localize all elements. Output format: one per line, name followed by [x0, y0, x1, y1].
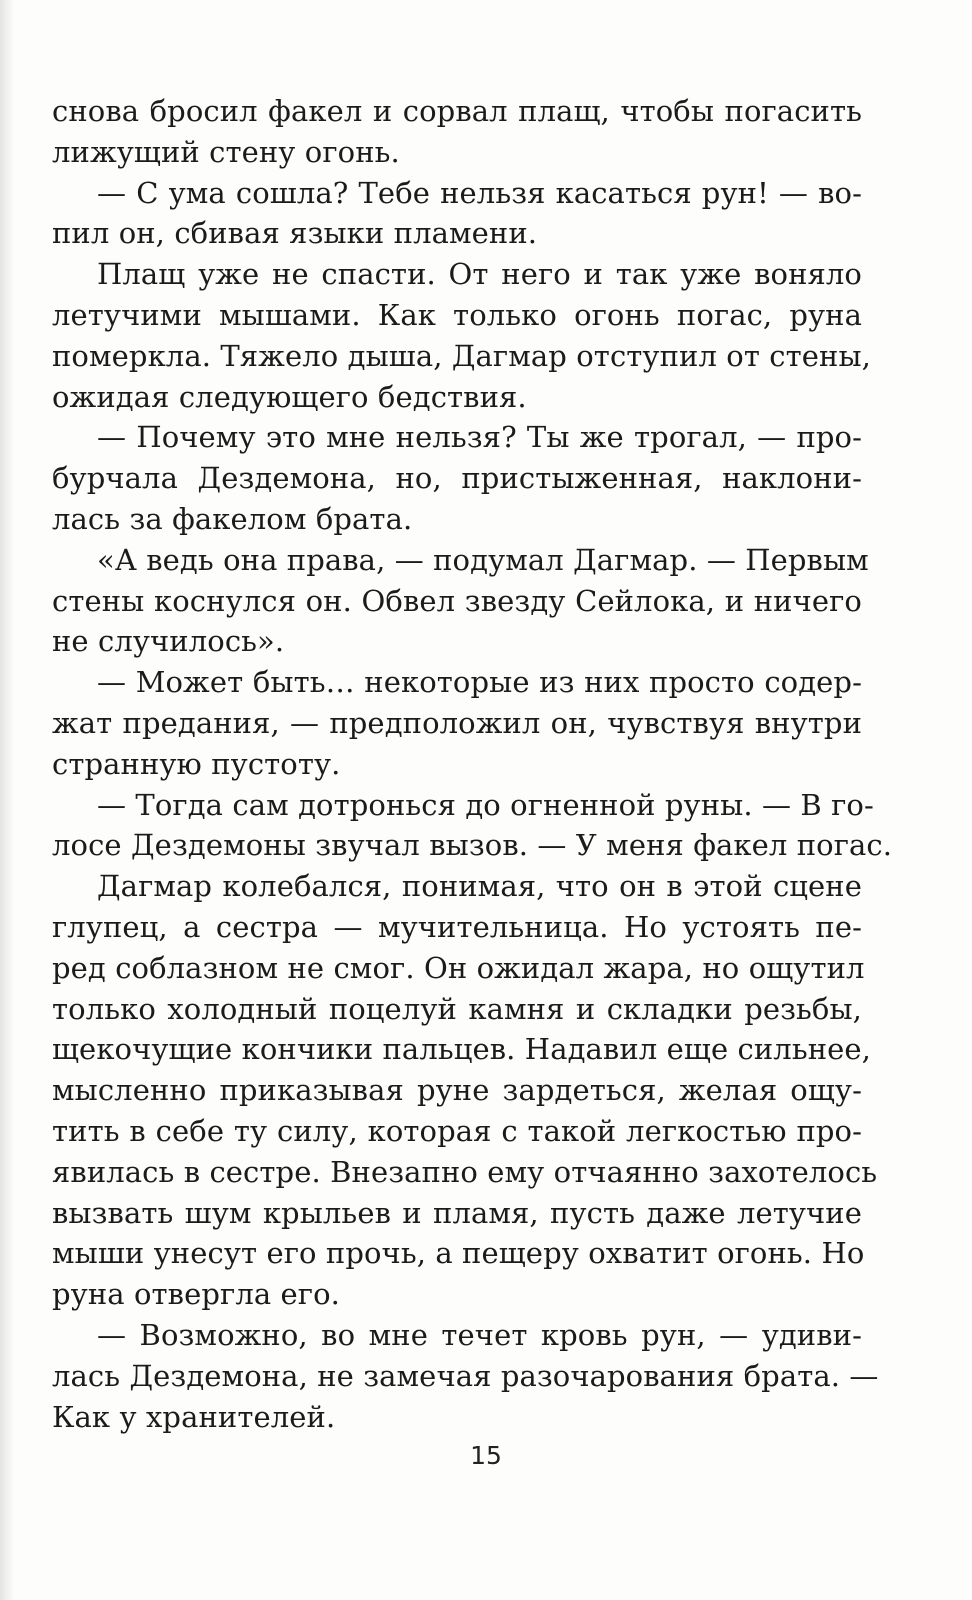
- text-line: вызвать шум крыльев и пламя, пусть даже летучие: [52, 1195, 862, 1230]
- text-line: щекочущие кончики пальцев. Надавил еще сильнее,: [52, 1032, 871, 1067]
- text-line: снова бросил факел и сорвал плащ, чтобы погасить: [52, 94, 862, 128]
- text-line: — Почему это мне нельзя? Ты же трогал, — про-: [97, 420, 862, 455]
- text-line: Дагмар колебался, понимая, что он в этой сцене: [97, 869, 862, 904]
- text-line: — Возможно, во мне течет кровь рун, — удиви-: [97, 1317, 862, 1352]
- text-line: лась за факелом брата.: [52, 501, 413, 536]
- text-line: мысленно приказывая руне зардеться, желая ощу-: [52, 1073, 862, 1108]
- body-text: [52, 91, 893, 1437]
- text-line: Плащ уже не спасти. От него и так уже воняло: [97, 257, 862, 292]
- page-edge-shadow: [0, 0, 14, 1600]
- text-line: мыши унесут его прочь, а пещеру охватит огонь. Но: [52, 1236, 865, 1271]
- text-line: ред соблазном не смог. Он ожидал жара, но ощутил: [52, 950, 865, 985]
- text-line: лижущий стену огонь.: [52, 134, 400, 169]
- text-line: Как у хранителей.: [52, 1399, 336, 1434]
- page-number: 15: [470, 1441, 502, 1470]
- text-line: померкла. Тяжело дыша, Дагмар отступил от стены,: [52, 338, 871, 373]
- text-line: тить в себе ту силу, которая с такой легкостью про-: [52, 1113, 862, 1148]
- text-line: — Тогда сам дотронься до огненной руны. — В го-: [97, 787, 874, 822]
- text-line: явилась в сестре. Внезапно ему отчаянно захотелось: [52, 1154, 878, 1189]
- text-line: лась Дездемона, не замечая разочарования брата. —: [52, 1358, 879, 1393]
- text-line: лосе Дездемоны звучал вызов. — У меня факел погас.: [52, 828, 893, 863]
- text-line: пил он, сбивая языки пламени.: [52, 216, 538, 251]
- text-line: — С ума сошла? Тебе нельзя касаться рун! — во-: [97, 175, 862, 210]
- text-line: летучими мышами. Как только огонь погас, руна: [52, 297, 862, 332]
- text-line: — Может быть… некоторые из них просто содер-: [97, 665, 862, 700]
- text-line: руна отвергла его.: [52, 1277, 340, 1312]
- text-line: бурчала Дездемона, но, пристыженная, наклони-: [52, 461, 862, 496]
- text-line: только холодный поцелуй камня и складки резьбы,: [52, 991, 862, 1026]
- text-line: жат предания, — предположил он, чувствуя внутри: [52, 705, 862, 740]
- text-line: странную пустоту.: [52, 746, 341, 781]
- text-line: не случилось».: [52, 624, 285, 659]
- text-line: стены коснулся он. Обвел звезду Сейлока, и ничего: [52, 583, 862, 618]
- text-line: глупец, а сестра — мучительница. Но устоять пе-: [52, 909, 862, 944]
- text-line: ожидая следующего бедствия.: [52, 379, 527, 414]
- text-line: «А ведь она права, — подумал Дагмар. — Первым: [97, 542, 869, 577]
